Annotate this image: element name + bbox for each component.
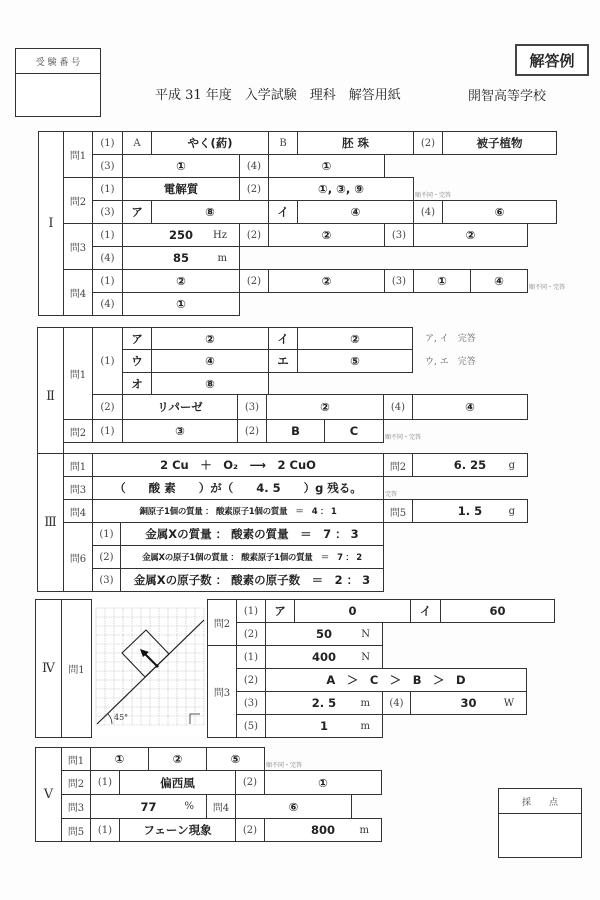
answer-text: ④: [494, 274, 504, 288]
answer-cell[interactable]: [413, 269, 471, 293]
question-label: [63, 419, 93, 443]
answer-cell[interactable]: [297, 131, 414, 155]
question-label: [61, 794, 91, 819]
question-label: [92, 522, 121, 546]
question-label: [63, 131, 93, 178]
answer-text: ①: [114, 752, 125, 766]
answer-example-badge: 解答例: [515, 44, 589, 76]
answer-cell[interactable]: [122, 177, 240, 201]
question-label: [237, 394, 267, 420]
answer-text: ②: [205, 331, 215, 346]
answer-text: 60: [489, 604, 506, 618]
answer-text: ②: [350, 331, 360, 346]
question-label: [90, 770, 120, 795]
label-text: 問1: [69, 461, 87, 473]
unit-label: m: [359, 824, 369, 836]
answer-cell[interactable]: [268, 327, 298, 350]
answer-text: 偏西風: [160, 775, 195, 790]
question-label: [92, 419, 123, 443]
label-text: Ⅱ: [46, 389, 55, 404]
answer-text: 被子植物: [476, 136, 523, 150]
label-text: 問1: [69, 151, 87, 162]
label-text: (3): [100, 206, 115, 218]
force-arrow: [144, 653, 157, 666]
label-text: (1): [100, 355, 115, 367]
answer-text: ④: [350, 205, 361, 219]
score-box: [498, 788, 582, 858]
label-text: (3): [243, 697, 259, 709]
question-label: [382, 691, 411, 715]
question-label: [92, 177, 123, 201]
label-text: (2): [243, 674, 259, 686]
label-text: (1): [100, 425, 115, 437]
answer-cell[interactable]: [412, 394, 528, 420]
label-text: (1): [243, 651, 259, 663]
answer-cell[interactable]: [412, 453, 528, 477]
question-label: [92, 246, 123, 270]
label-text: 問1: [69, 370, 87, 381]
answer-text: ②: [320, 400, 330, 414]
question-label: [236, 645, 266, 669]
school-name: 開智高等学校: [468, 89, 547, 104]
unit-label: %: [184, 801, 194, 812]
label-text: (4): [246, 160, 262, 172]
answer-text: C: [349, 424, 359, 438]
label-text: (4): [389, 697, 404, 709]
answer-text: 1. 5: [457, 504, 483, 518]
label-text: (3): [391, 275, 407, 287]
label-text: A: [133, 137, 141, 149]
question-label: [122, 131, 152, 155]
answer-cell[interactable]: [122, 154, 240, 178]
angle-label: 45°: [114, 713, 129, 722]
answer-text: ア: [274, 604, 286, 618]
question-label: [61, 770, 91, 795]
question-label: [63, 177, 93, 224]
answer-cell[interactable]: [119, 818, 236, 842]
label-text: (2): [420, 137, 436, 149]
question-label: [63, 453, 93, 477]
question-label: [237, 419, 267, 443]
label-text: (2): [99, 551, 114, 563]
grading-note: ア, イ 完答: [425, 334, 476, 344]
label-text: (3): [100, 160, 115, 172]
label-text: (4): [420, 206, 436, 218]
answer-text: ⑥: [494, 205, 505, 219]
question-label: [384, 269, 414, 293]
label-text: (2): [242, 777, 258, 788]
incline-force-diagram: [92, 600, 207, 737]
answer-cell[interactable]: [122, 200, 152, 224]
answer-text: ①: [321, 159, 332, 173]
question-label: [413, 200, 443, 224]
page-title: 平成 31 年度 入学試験 理科 解答用紙: [155, 88, 401, 103]
answer-text: （ 酸 素 ）が（ 4. 5 ）g 残る。: [114, 481, 362, 495]
question-label: [63, 327, 93, 420]
label-text: (2): [244, 425, 260, 437]
label-text: (5): [243, 720, 259, 732]
unit-label: m: [360, 720, 370, 732]
section-numeral: [38, 131, 64, 316]
answer-cell[interactable]: [90, 747, 149, 771]
answer-cell[interactable]: [119, 770, 236, 795]
answer-text: 胚 珠: [341, 136, 369, 150]
answer-text: 0: [348, 604, 357, 618]
answer-text: ②: [321, 228, 332, 242]
answer-text: 85: [172, 251, 189, 265]
answer-cell[interactable]: [122, 292, 240, 316]
unit-label: Hz: [213, 229, 227, 241]
label-text: (1): [100, 183, 115, 195]
label-text: Ⅳ: [42, 661, 55, 676]
label-text: (1): [100, 229, 115, 241]
answer-cell[interactable]: [294, 599, 411, 623]
exam-number-field[interactable]: [16, 74, 100, 117]
answer-cell[interactable]: [412, 499, 528, 523]
question-label: [90, 818, 120, 842]
question-label: [92, 154, 123, 178]
label-text: (4): [100, 298, 115, 310]
answer-text: やく(葯): [187, 136, 233, 150]
answer-text: イ: [277, 331, 289, 346]
label-text: (3): [391, 229, 407, 241]
answer-text: 2. 5: [311, 696, 337, 710]
answer-cell[interactable]: [151, 372, 269, 395]
answer-cell[interactable]: [265, 714, 383, 738]
question-label: [239, 177, 269, 201]
question-label: [92, 200, 123, 224]
label-text: 問3: [67, 803, 85, 814]
answer-text: ア: [131, 331, 143, 346]
unit-label: g: [508, 459, 515, 471]
label-text: Ⅰ: [48, 216, 54, 231]
label-text: (2): [242, 824, 258, 836]
answer-cell[interactable]: [268, 223, 385, 247]
answer-text: 30: [460, 696, 477, 710]
answer-cell[interactable]: [265, 645, 383, 669]
answer-text: ウ: [131, 354, 143, 368]
answer-text: ①: [318, 775, 328, 790]
label-text: 問2: [69, 427, 87, 439]
question-label: [63, 269, 93, 316]
answer-text: ①, ③, ⑨: [318, 182, 364, 196]
answer-text: 77: [140, 799, 157, 814]
question-label: [239, 223, 269, 247]
question-label: [63, 476, 93, 500]
answer-cell[interactable]: [264, 818, 382, 842]
answer-text: ②: [176, 274, 186, 288]
label-text: Ⅴ: [43, 787, 54, 802]
question-label: [236, 714, 266, 738]
answer-cell[interactable]: [410, 599, 441, 623]
question-label: [92, 545, 121, 569]
label-text: 問2: [213, 619, 231, 630]
answer-text: フェーン現象: [143, 823, 212, 837]
answer-text: ③: [175, 424, 185, 438]
answer-cell[interactable]: [122, 372, 152, 395]
answer-cell[interactable]: [297, 327, 413, 350]
question-label: [383, 453, 413, 477]
answer-text: 50: [315, 627, 332, 641]
grading-note: ウ, エ 完答: [425, 357, 476, 367]
label-text: (2): [100, 401, 115, 413]
answer-cell[interactable]: [151, 200, 269, 224]
label-text: (2): [246, 183, 262, 195]
label-text: 問2: [389, 461, 407, 473]
answer-text: 250: [168, 228, 193, 242]
answer-cell[interactable]: [324, 419, 422, 443]
answer-cell[interactable]: [122, 269, 240, 293]
label-text: (1): [100, 275, 115, 287]
question-label: [383, 394, 413, 420]
answer-cell[interactable]: [92, 476, 398, 500]
label-text: (2): [246, 229, 262, 241]
answer-cell[interactable]: [268, 349, 298, 373]
label-text: (2): [246, 275, 262, 287]
answer-text: B: [291, 424, 300, 438]
question-label: [207, 645, 237, 738]
question-label: [268, 131, 298, 155]
question-label: [236, 668, 266, 692]
answer-text: イ: [419, 604, 432, 618]
question-label: [239, 154, 269, 178]
label-text: 問6: [69, 553, 87, 565]
answer-text: ①: [176, 297, 186, 311]
grading-note: 順不同・完答: [266, 762, 303, 769]
label-text: (1): [243, 605, 259, 617]
label-text: (1): [99, 528, 114, 540]
answer-cell[interactable]: [265, 668, 527, 692]
question-label: [92, 292, 123, 316]
answer-text: 金属Xの原子数 ： 酸素の原子数 ＝ 2 ： 3: [133, 573, 371, 587]
answer-cell[interactable]: [122, 327, 152, 350]
unit-label: W: [503, 697, 514, 709]
question-label: [61, 747, 91, 771]
label-text: 問3: [213, 688, 231, 699]
question-label: [239, 269, 269, 293]
answer-cell[interactable]: [268, 177, 452, 201]
label-text: 問4: [212, 803, 230, 814]
question-label: [235, 770, 265, 795]
answer-text: ⑥: [288, 799, 299, 814]
answer-cell[interactable]: [120, 522, 384, 546]
answer-cell[interactable]: [268, 200, 298, 224]
question-label: [92, 568, 121, 592]
label-text: (1): [100, 137, 115, 149]
answer-cell[interactable]: [120, 545, 384, 569]
question-label: [384, 223, 414, 247]
answer-cell[interactable]: [268, 154, 385, 178]
answer-text: A ＞ C ＞ B ＞ D: [326, 673, 466, 687]
label-text: (2): [243, 628, 259, 640]
question-label: [383, 499, 413, 523]
answer-text: ①: [437, 274, 447, 288]
section-numeral: [35, 747, 62, 842]
label-text: (4): [390, 401, 406, 413]
answer-cell[interactable]: [413, 223, 528, 247]
grading-note: 順不同・完答: [529, 284, 566, 291]
unit-label: N: [361, 628, 370, 640]
answer-cell[interactable]: [151, 131, 269, 155]
question-label: [236, 691, 266, 715]
answer-text: ④: [465, 400, 475, 414]
answer-text: 2 Cu ＋ O₂ ⟶ 2 CuO: [160, 458, 316, 472]
answer-cell[interactable]: [265, 622, 383, 646]
question-label: [236, 622, 266, 646]
score-field[interactable]: [499, 814, 581, 858]
answer-text: 6. 25: [453, 458, 487, 472]
answer-text: ②: [321, 274, 332, 288]
label-text: B: [279, 137, 287, 149]
answer-cell[interactable]: [92, 499, 384, 523]
unit-label: m: [217, 252, 227, 264]
label-text: (4): [100, 252, 115, 264]
answer-text: イ: [277, 205, 289, 219]
label-text: 問4: [69, 507, 87, 519]
answer-cell[interactable]: [151, 349, 269, 373]
answer-cell[interactable]: [92, 453, 384, 477]
question-label: [236, 599, 266, 623]
answer-cell[interactable]: [122, 394, 238, 420]
answer-cell[interactable]: [148, 747, 207, 771]
answer-cell[interactable]: [122, 223, 240, 247]
answer-text: ⑧: [205, 205, 215, 219]
unit-label: m: [360, 697, 370, 709]
label-text: (1): [97, 824, 113, 836]
label-text: 問1: [68, 665, 85, 676]
question-label: [92, 269, 123, 293]
question-label: [61, 818, 91, 842]
answer-text: ②: [172, 752, 183, 766]
answer-cell[interactable]: [265, 599, 295, 623]
label-text: 問4: [69, 289, 87, 300]
label-text: (3): [99, 574, 114, 586]
answer-cell[interactable]: [440, 599, 555, 623]
question-label: [92, 394, 123, 420]
question-label: [207, 599, 237, 646]
label-text: Ⅲ: [44, 515, 57, 530]
section-numeral: [37, 327, 64, 466]
answer-text: 800: [310, 823, 335, 837]
question-label: [63, 522, 93, 592]
answer-cell[interactable]: [122, 349, 152, 373]
answer-text: ⑤: [230, 752, 241, 766]
answer-cell[interactable]: [122, 419, 238, 443]
unit-label: N: [361, 651, 370, 663]
exam-number-label: 受 験 番 号: [16, 49, 100, 74]
grading-note: 完答: [385, 491, 398, 498]
label-text: 問3: [69, 484, 87, 496]
answer-text: 金属Xの原子1個の質量 ： 酸素原子1個の質量 ＝ 7 ： 2: [142, 553, 362, 563]
answer-text: ア: [131, 205, 143, 219]
answer-text: リパーゼ: [157, 400, 203, 414]
exam-number-box: [15, 48, 101, 117]
answer-text: 金属Xの質量 ： 酸素の質量 ＝ 7 ： 3: [145, 527, 359, 541]
answer-cell[interactable]: [442, 200, 557, 224]
label-text: 問3: [69, 243, 87, 254]
answer-cell[interactable]: [206, 747, 303, 771]
answer-cell[interactable]: [266, 394, 384, 420]
answer-text: 銅原子1個の質量 ： 酸素原子1個の質量 ＝ 4 ： 1: [139, 507, 337, 517]
answer-cell[interactable]: [264, 770, 382, 795]
question-label: [92, 327, 123, 395]
answer-text: ①: [176, 159, 186, 173]
label-text: (3): [244, 401, 260, 413]
answer-text: ②: [465, 228, 476, 242]
answer-text: ⑧: [205, 376, 215, 391]
answer-cell[interactable]: [265, 691, 383, 715]
section-numeral: [35, 599, 62, 738]
answer-text: ⑤: [350, 354, 360, 368]
answer-cell[interactable]: [442, 131, 557, 155]
label-text: 問2: [69, 197, 87, 208]
answer-cell[interactable]: [297, 200, 414, 224]
unit-label: g: [508, 505, 515, 517]
answer-cell[interactable]: [470, 269, 566, 293]
question-label: [61, 599, 92, 738]
grading-note: 順不同・完答: [385, 434, 422, 441]
label-text: (1): [97, 777, 113, 788]
question-label: [92, 223, 123, 247]
label-text: 問2: [67, 779, 85, 790]
answer-cell[interactable]: [297, 349, 413, 373]
question-label: [92, 131, 123, 155]
question-label: [63, 223, 93, 270]
question-label: [63, 499, 93, 523]
question-label: [413, 131, 443, 155]
question-label: [206, 794, 236, 819]
section-numeral: [37, 453, 64, 592]
answer-cell[interactable]: [268, 269, 385, 293]
answer-text: オ: [131, 376, 143, 391]
label-text: 問5: [389, 507, 407, 519]
answer-cell[interactable]: [122, 246, 240, 270]
answer-cell[interactable]: [151, 327, 269, 350]
answer-text: 電解質: [163, 182, 199, 196]
answer-cell[interactable]: [120, 568, 384, 592]
answer-cell[interactable]: [410, 691, 527, 715]
answer-cell[interactable]: [235, 794, 352, 819]
label-text: 問1: [67, 755, 85, 767]
question-label: [235, 818, 265, 842]
answer-text: 400: [311, 650, 336, 664]
score-label: 採 点: [499, 789, 581, 814]
label-text: 問5: [67, 826, 85, 838]
answer-cell[interactable]: [90, 794, 207, 819]
grading-note: 順不同・完答: [415, 192, 452, 199]
answer-text: エ: [277, 354, 289, 368]
answer-text: 1: [319, 719, 328, 733]
answer-cell[interactable]: [266, 419, 325, 443]
answer-text: ④: [205, 354, 215, 368]
